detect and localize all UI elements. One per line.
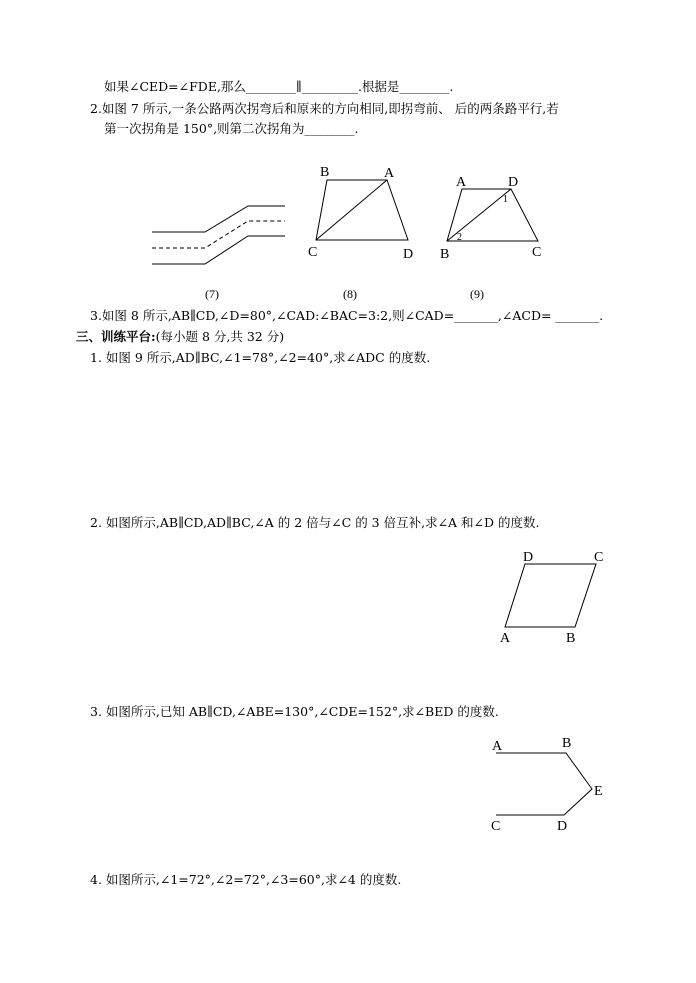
figure-8-label-b: B: [320, 165, 330, 180]
figure-9-angle-1: 1: [503, 194, 508, 205]
problem-3-label-d: D: [557, 819, 568, 834]
section-scoring: (每小题 8 分,共 32 分): [155, 329, 285, 344]
problem-2-label-a: A: [500, 631, 511, 646]
figure-9-label-d: D: [508, 175, 519, 190]
figure-9-label-c: C: [532, 245, 542, 260]
fill-in-q3-line: 3.如图 8 所示,AB∥CD,∠D=80°,∠CAD:∠BAC=3:2,则∠CAD=_______,∠ACD= _______.: [90, 308, 604, 323]
figure-7-caption: (7): [205, 287, 219, 301]
problem-3-label-e: E: [594, 784, 603, 799]
figure-8-trapezoid: [316, 180, 408, 240]
problem-2-label-d: D: [523, 550, 534, 565]
figure-8-caption: (8): [343, 287, 357, 301]
problem-3-figure: [496, 753, 592, 815]
figure-9-label-a: A: [456, 175, 467, 190]
figure-8-label-c: C: [308, 245, 318, 260]
problem-3-label-a: A: [492, 739, 503, 754]
figure-7-road: [152, 206, 285, 264]
figure-9-caption: (9): [470, 287, 484, 301]
figure-9-angle-2: 2: [457, 232, 462, 243]
section-title: 三、训练平台:: [76, 329, 156, 344]
problem-4: 4. 如图所示,∠1=72°,∠2=72°,∠3=60°,求∠4 的度数.: [90, 872, 402, 887]
problem-2: 2. 如图所示,AB∥CD,AD∥BC,∠A 的 2 倍与∠C 的 3 倍互补,求∠A 和∠D 的度数.: [90, 515, 540, 530]
problem-1: 1. 如图 9 所示,AD∥BC,∠1=78°,∠2=40°,求∠ADC 的度数.: [90, 350, 431, 365]
figure-9-label-b: B: [440, 247, 450, 262]
problem-2-parallelogram: [505, 564, 596, 627]
problem-2-label-b: B: [566, 631, 576, 646]
problem-3: 3. 如图所示,已知 AB∥CD,∠ABE=130°,∠CDE=152°,求∠BED 的度数.: [90, 704, 499, 719]
figure-8-label-a: A: [384, 166, 395, 181]
problem-3-label-b: B: [562, 736, 572, 751]
figure-8-label-d: D: [403, 247, 414, 262]
fill-in-q1-line: 如果∠CED=∠FDE,那么________∥_________.根据是________.: [104, 79, 454, 94]
problem-2-label-c: C: [594, 550, 604, 565]
fill-in-q2-line2: 第一次拐角是 150°,则第二次拐角为________.: [104, 121, 359, 136]
problem-3-label-c: C: [491, 819, 501, 834]
fill-in-q2-line1: 2.如图 7 所示,一条公路两次拐弯后和原来的方向相同,即拐弯前、 后的两条路平行,若: [90, 101, 559, 116]
